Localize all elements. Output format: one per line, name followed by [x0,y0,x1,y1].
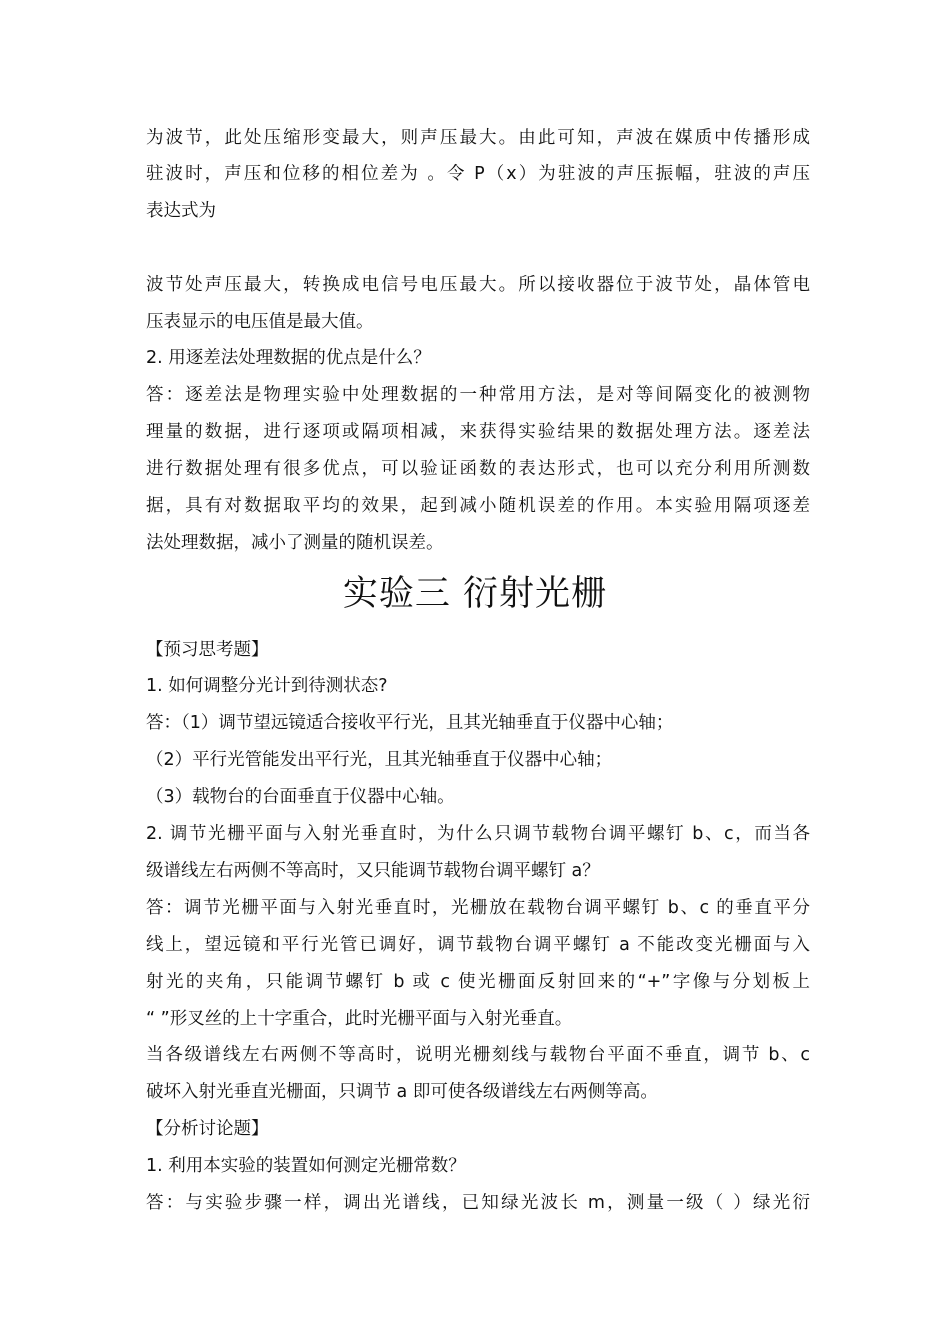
question-1: 1. 如何调整分光计到待测状态? [146,676,388,696]
answer-line: 答：（1）调节望远镜适合接收平行光，且其光轴垂直于仪器中心轴； [146,713,674,733]
answer-line: 答：逐差法是物理实验中处理数据的一种常用方法，是对等间隔变化的被测物 [146,385,810,405]
paragraph-line: 压表显示的电压值是最大值。 [146,312,374,332]
answer-line: 当各级谱线左右两侧不等高时，说明光栅刻线与载物台平面不垂直，调节 b、c [146,1045,810,1065]
question-2-line: 2. 调节光栅平面与入射光垂直时，为什么只调节载物台调平螺钉 b、c，而当各 [146,824,810,844]
section-heading-analysis: 【分析讨论题】 [146,1119,269,1139]
section-heading-preview: 【预习思考题】 [146,640,269,660]
paragraph-line: 驻波时，声压和位移的相位差为 。令 P（x）为驻波的声压振幅，驻波的声压 [146,164,810,184]
answer-line: 据，具有对数据取平均的效果，起到减小随机误差的作用。本实验用隔项逐差 [146,496,810,516]
question-2-line: 级谱线左右两侧不等高时，又只能调节载物台调平螺钉 a？ [146,861,600,881]
answer-line: 法处理数据，减小了测量的随机误差。 [146,533,444,553]
paragraph-line: 表达式为 [146,201,216,221]
paragraph-line: 为波节，此处压缩形变最大，则声压最大。由此可知，声波在媒质中传播形成 [146,128,810,148]
answer-line: 进行数据处理有很多优点，可以验证函数的表达形式，也可以充分利用所测数 [146,459,810,479]
answer-line: （3）载物台的台面垂直于仪器中心轴。 [146,787,455,807]
answer-line: 答：与实验步骤一样，调出光谱线，已知绿光波长 m，测量一级（ ）绿光衍 [146,1193,810,1213]
answer-line: 射光的夹角，只能调节螺钉 b 或 c 使光栅面反射回来的“+”字像与分划板上 [146,972,810,992]
question-2: 2. 用逐差法处理数据的优点是什么？ [146,348,431,368]
answer-line: 破坏入射光垂直光栅面，只调节 a 即可使各级谱线左右两侧等高。 [146,1082,658,1102]
answer-line: 线上，望远镜和平行光管已调好，调节载物台调平螺钉 a 不能改变光栅面与入 [146,935,810,955]
experiment-title: 实验三 衍射光栅 [342,574,608,614]
answer-line: （2）平行光管能发出平行光，且其光轴垂直于仪器中心轴； [146,750,613,770]
question-1: 1. 利用本实验的装置如何测定光栅常数？ [146,1156,466,1176]
answer-line: “ ”形叉丝的上十字重合，此时光栅平面与入射光垂直。 [146,1009,573,1029]
paragraph-line: 波节处声压最大，转换成电信号电压最大。所以接收器位于波节处，晶体管电 [146,275,810,295]
answer-line: 答：调节光栅平面与入射光垂直时，光栅放在载物台调平螺钉 b、c 的垂直平分 [146,898,810,918]
answer-line: 理量的数据，进行逐项或隔项相减，来获得实验结果的数据处理方法。逐差法 [146,422,810,442]
